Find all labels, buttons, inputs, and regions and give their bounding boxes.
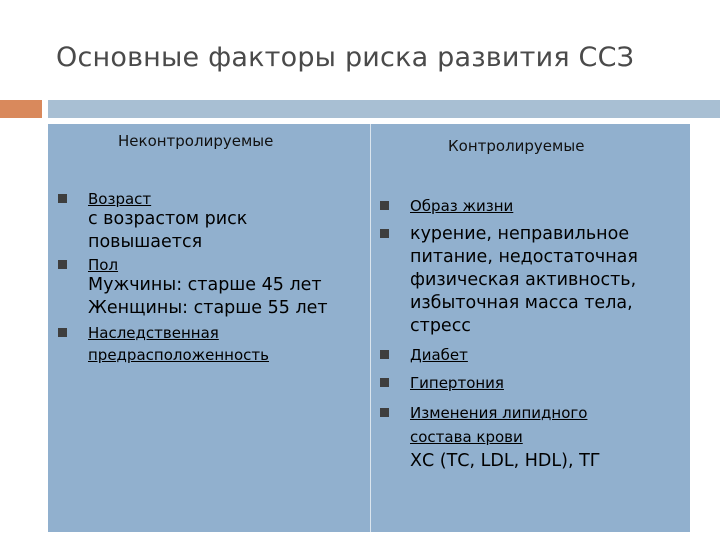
accent-bar bbox=[0, 100, 42, 118]
factor-lipids-link[interactable]: Изменения липидного bbox=[410, 404, 588, 422]
factor-detail: стресс bbox=[410, 316, 471, 336]
square-bullet-icon bbox=[380, 408, 389, 417]
square-bullet-icon bbox=[380, 378, 389, 387]
list-item bbox=[58, 190, 358, 254]
square-bullet-icon bbox=[58, 194, 67, 203]
factor-lipids-link-cont[interactable]: состава крови bbox=[410, 428, 523, 446]
slide-title: Основные факторы риска развития ССЗ bbox=[56, 42, 635, 73]
factor-detail: Женщины: старше 55 лет bbox=[88, 298, 328, 318]
uncontrollable-factors-list bbox=[58, 190, 358, 364]
column-divider bbox=[370, 124, 371, 532]
factor-detail: повышается bbox=[88, 232, 203, 252]
factor-detail: избыточная масса тела, bbox=[410, 293, 633, 313]
factor-diabetes-link[interactable]: Диабет bbox=[410, 346, 468, 364]
factor-detail: Мужчины: старше 45 лет bbox=[88, 275, 322, 295]
factor-detail: курение, неправильное bbox=[410, 224, 630, 244]
list-item bbox=[380, 197, 680, 215]
square-bullet-icon bbox=[58, 328, 67, 337]
list-item bbox=[380, 374, 680, 392]
factor-detail: ХС (ТС, LDL, HDL), ТГ bbox=[410, 451, 601, 471]
factor-detail: физическая активность, bbox=[410, 270, 637, 290]
square-bullet-icon bbox=[58, 260, 67, 269]
left-column-heading: Неконтролируемые bbox=[118, 132, 274, 150]
header-rule bbox=[48, 100, 720, 118]
square-bullet-icon bbox=[380, 201, 389, 210]
factor-lifestyle-link[interactable]: Образ жизни bbox=[410, 197, 514, 215]
factor-sex-link[interactable]: Пол bbox=[88, 256, 119, 274]
list-item bbox=[58, 324, 358, 364]
factor-heredity-link-cont[interactable]: предрасположенность bbox=[88, 346, 269, 364]
factor-age-link[interactable]: Возраст bbox=[88, 190, 152, 208]
factor-heredity-link[interactable]: Наследственная bbox=[88, 324, 219, 342]
list-item bbox=[380, 404, 680, 473]
list-item bbox=[380, 346, 680, 364]
right-column-heading: Контролируемые bbox=[448, 137, 585, 155]
factor-detail: с возрастом риск bbox=[88, 209, 248, 229]
list-item bbox=[380, 223, 680, 338]
factor-detail: питание, недостаточная bbox=[410, 247, 638, 267]
list-item bbox=[58, 256, 358, 320]
square-bullet-icon bbox=[380, 350, 389, 359]
factor-hypertension-link[interactable]: Гипертония bbox=[410, 374, 504, 392]
square-bullet-icon bbox=[380, 229, 389, 238]
controllable-factors-list bbox=[380, 197, 680, 473]
